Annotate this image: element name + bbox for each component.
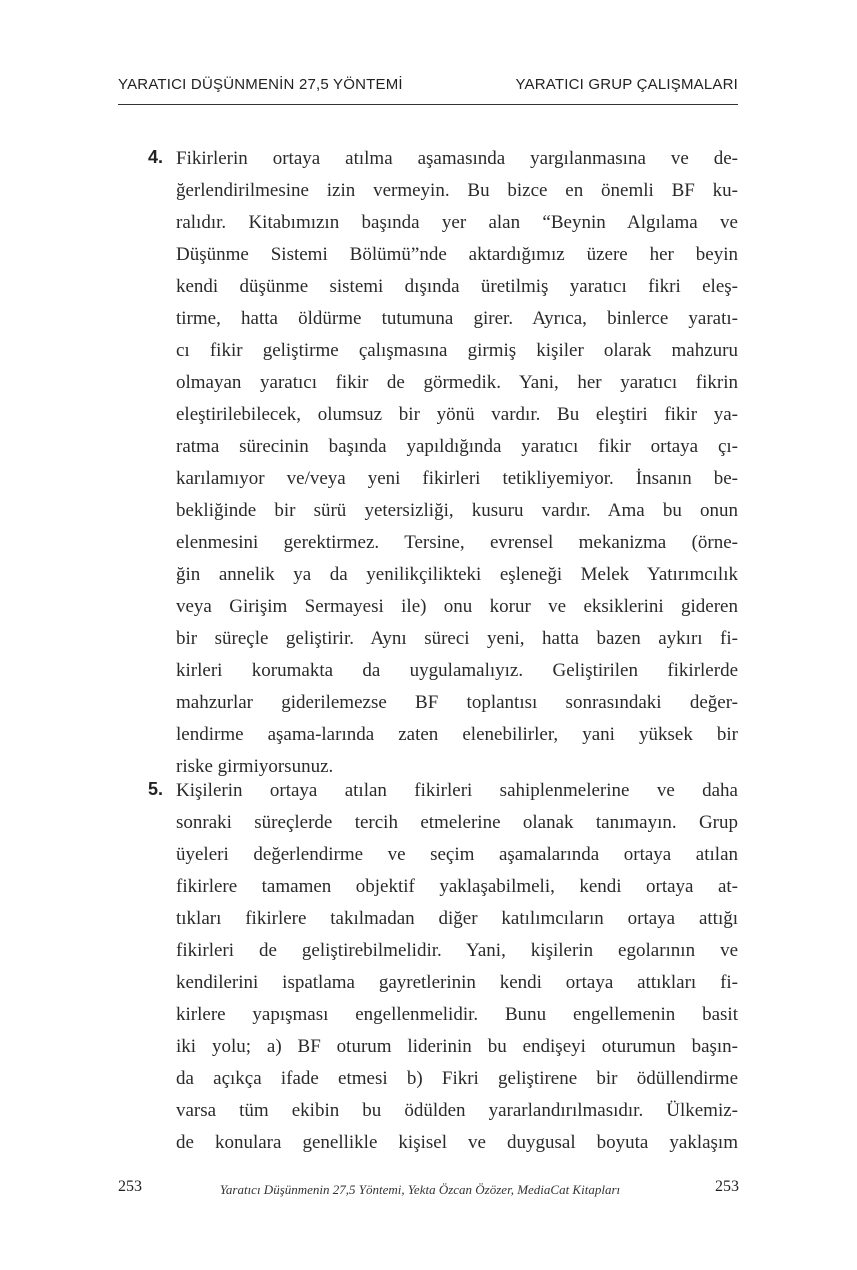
paragraph-line: bekliğinde bir sürü yetersizliği, kusuru vardır. Ama bu onun [176, 500, 738, 521]
paragraph-line: kirlere yapışması engellenmelidir. Bunu engellemenin basit [176, 1004, 738, 1025]
paragraph-line: iki yolu; a) BF oturum liderinin bu endişeyi oturumun başın- [176, 1036, 738, 1057]
paragraph-line: Fikirlerin ortaya atılma aşamasında yargılanmasına ve de- [176, 148, 738, 169]
paragraph-line: kirleri korumakta da uygulamalıyız. Geliştirilen fikirlerde [176, 660, 738, 681]
page-number-right: 253 [715, 1178, 739, 1195]
paragraph-line: tirme, hatta öldürme tutumuna girer. Ayrıca, binlerce yaratı- [176, 308, 738, 329]
header-book-title: YARATICI DÜŞÜNMENİN 27,5 YÖNTEMİ [118, 76, 403, 93]
header-chapter-title: YARATICI GRUP ÇALIŞMALARI [515, 76, 738, 93]
item-number: 4. [148, 147, 164, 167]
paragraph-line: da açıkça ifade etmesi b) Fikri geliştirene bir ödüllendirme [176, 1068, 738, 1089]
paragraph-line: Kişilerin ortaya atılan fikirleri sahiplenmelerine ve daha [176, 780, 738, 801]
paragraph-line: cı fikir geliştirme çalışmasına girmiş kişiler olarak mahzuru [176, 340, 738, 361]
paragraph-line: sonraki süreçlerde tercih etmelerine olanak tanımayın. Grup [176, 812, 738, 833]
paragraph-line: kendilerini ispatlama gayretlerinin kendi ortaya attıkları fi- [176, 972, 738, 993]
paragraph-line: ratma sürecinin başında yapıldığında yaratıcı fikir ortaya çı- [176, 436, 738, 457]
paragraph-line: kendi düşünme sistemi dışında üretilmiş yaratıcı fikri eleş- [176, 276, 738, 297]
paragraph-line: olmayan yaratıcı fikir de görmedik. Yani, her yaratıcı fikrin [176, 372, 738, 393]
paragraph-line: eleştirilebilecek, olumsuz bir yönü vardır. Bu eleştiri fikir ya- [176, 404, 738, 425]
paragraph-line: Düşünme Sistemi Bölümü”nde aktardığımız üzere her beyin [176, 244, 738, 265]
page-number-left: 253 [118, 1178, 142, 1195]
footer-citation: Yaratıcı Düşünmenin 27,5 Yöntemi, Yekta Özcan Özözer, MediaCat Kitapları [219, 1182, 621, 1197]
paragraph-line: ğerlendirilmesine izin vermeyin. Bu bizce en önemli BF ku- [176, 180, 738, 201]
paragraph-line: fikirlere tamamen objektif yaklaşabilmeli, kendi ortaya at- [176, 876, 738, 897]
paragraph-line: ğin annelik ya da yenilikçilikteki eşleneği Melek Yatırımcılık [176, 564, 738, 585]
paragraph-line: lendirme aşama-larında zaten elenebilirler, yani yüksek bir [176, 724, 738, 745]
paragraph-line: fikirleri de geliştirebilmelidir. Yani, kişilerin egolarının ve [176, 940, 738, 961]
item-number: 5. [148, 779, 164, 799]
paragraph-line: veya Girişim Sermayesi ile) onu korur ve eksiklerini gideren [176, 596, 738, 617]
paragraph-line: de konulara genellikle kişisel ve duygusal boyuta yaklaşım [176, 1132, 738, 1153]
paragraph-line: tıkları fikirlere takılmadan diğer katılımcıların ortaya attığı [176, 908, 738, 929]
paragraph-line: elenmesini gerektirmez. Tersine, evrensel mekanizma (örne- [176, 532, 738, 553]
page-footer [0, 1178, 857, 1208]
paragraph-line: karılamıyor ve/veya yeni fikirleri tetikliyemiyor. İnsanın be- [176, 468, 738, 489]
paragraph-line: mahzurlar giderilemezse BF toplantısı sonrasındaki değer- [176, 692, 738, 713]
running-header [118, 74, 738, 105]
paragraph-line: varsa tüm ekibin bu ödülden yararlandırılmasıdır. Ülkemiz- [176, 1100, 738, 1121]
paragraph-line: ralıdır. Kitabımızın başında yer alan “Beynin Algılama ve [176, 212, 738, 233]
paragraph-line: riske girmiyorsunuz. [176, 756, 334, 777]
paragraph-line: bir süreçle geliştirir. Aynı süreci yeni, hatta bazen aykırı fi- [176, 628, 738, 649]
paragraph-line: üyeleri değerlendirme ve seçim aşamalarında ortaya atılan [176, 844, 738, 865]
